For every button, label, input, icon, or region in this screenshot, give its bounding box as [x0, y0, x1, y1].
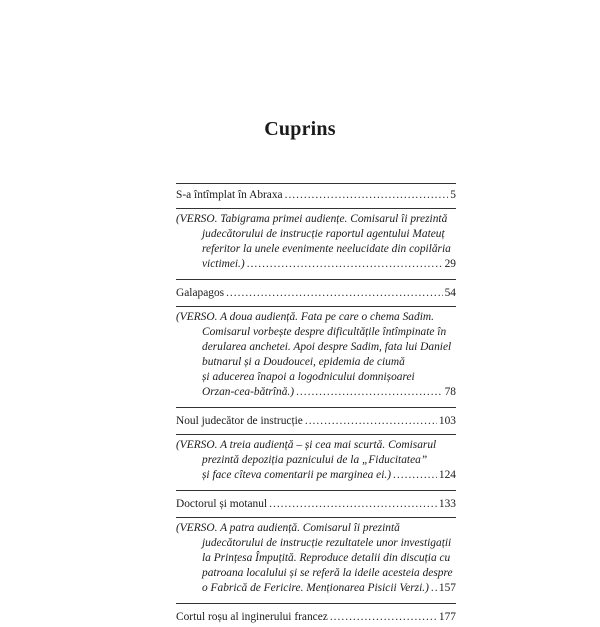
- toc-entry: [176, 604, 456, 627]
- verso-line: Comisarul vorbește despre dificultățile întîmpinate în: [202, 326, 447, 338]
- leader-dots: [431, 581, 437, 596]
- chapter-title: Cortul roșu al inginerului francez: [176, 611, 328, 623]
- page-number: 124: [438, 469, 456, 481]
- verso-line: (VERSO. A treia audiență – și cea mai scurtă. Comisarul: [176, 439, 437, 451]
- verso-line: (VERSO. Tabigrama primei audiențe. Comisarul îi prezintă: [176, 213, 448, 225]
- toc-verso-entry: [176, 518, 456, 600]
- toc-chapter-line: [176, 497, 456, 512]
- verso-last-line: [176, 257, 456, 272]
- page-number: 5: [450, 189, 456, 201]
- page-title: Cuprins: [264, 118, 336, 140]
- table-of-contents: [176, 180, 456, 627]
- toc-chapter-line: [176, 188, 456, 203]
- leader-dots: [305, 414, 437, 429]
- page-number: 103: [438, 415, 456, 427]
- verso-line: judecătorului de instrucție rezultatele unor investigații: [202, 537, 452, 549]
- verso-line: la Prințesa Împuțită. Reproduce detalii din discuția cu: [202, 552, 451, 564]
- toc-verso-entry: [176, 435, 456, 487]
- verso-line: o Fabrică de Fericire. Menționarea Pisicii Verzi.): [202, 582, 429, 594]
- verso-line: derularea anchetei. Apoi despre Sadim, fata lui Daniel: [202, 341, 452, 353]
- page-number: 133: [438, 498, 456, 510]
- verso-line: și aducerea înapoi a logodnicului domnișoarei: [202, 371, 415, 383]
- toc-verso-entry: [176, 307, 456, 404]
- verso-line: (VERSO. A patra audiență. Comisarul îi prezintă: [176, 522, 400, 534]
- toc-entry: [176, 280, 456, 303]
- verso-line: judecătorului de instrucție raportul agentului Mateuț: [202, 228, 445, 240]
- toc-chapter-line: [176, 286, 456, 301]
- toc-chapter-line: [176, 414, 456, 429]
- verso-line: (VERSO. A doua audiență. Fata pe care o chema Sadim.: [176, 311, 434, 323]
- chapter-title: Doctorul și motanul: [176, 498, 268, 510]
- chapter-title: S-a întîmplat în Abraxa: [176, 189, 283, 201]
- toc-entry: [176, 491, 456, 514]
- page-number: 54: [444, 287, 456, 299]
- verso-line: patroana localului și se referă la ideile acesteia despre: [202, 567, 453, 579]
- leader-dots: [330, 610, 437, 625]
- page-number: 78: [444, 386, 456, 398]
- toc-entry: [176, 408, 456, 431]
- verso-line: butnarul și a Doudoucei, epidemia de ciumă: [202, 356, 405, 368]
- leader-dots: [296, 385, 443, 400]
- page-number: 177: [438, 611, 456, 623]
- leader-dots: [269, 497, 437, 512]
- toc-verso-entry: [176, 209, 456, 276]
- verso-line: victimei.): [202, 258, 245, 270]
- page-number: 157: [438, 582, 456, 594]
- chapter-title: Galapagos: [176, 287, 225, 299]
- leader-dots: [285, 188, 449, 203]
- verso-last-line: [176, 385, 456, 400]
- toc-chapter-line: [176, 610, 456, 625]
- verso-line: prezintă depoziția paznicului de la „Fiducitatea”: [202, 454, 428, 466]
- leader-dots: [226, 286, 443, 301]
- toc-entry: [176, 184, 456, 205]
- verso-last-line: [176, 581, 456, 596]
- chapter-title: Noul judecător de instrucție: [176, 415, 303, 427]
- verso-line: Orzan-cea-bătrînă.): [202, 386, 295, 398]
- verso-last-line: [176, 468, 456, 483]
- verso-line: referitor la unele evenimente neelucidate din copilăria: [202, 243, 451, 255]
- page-number: 29: [444, 258, 456, 270]
- leader-dots: [247, 257, 443, 272]
- leader-dots: [393, 468, 437, 483]
- verso-line: și face cîteva comentarii pe marginea ei.): [202, 469, 392, 481]
